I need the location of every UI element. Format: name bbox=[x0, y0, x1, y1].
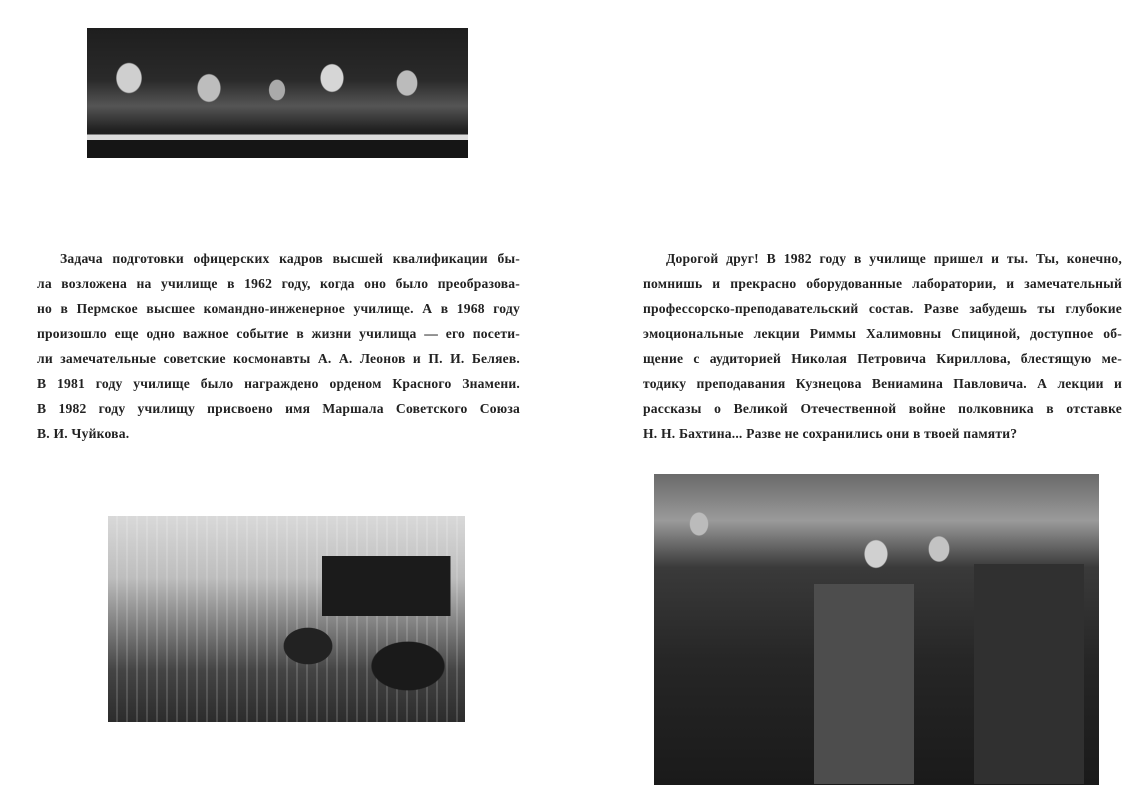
text-line: В 1982 году училищу присвоено имя Маршала Советского Союза bbox=[37, 401, 520, 416]
text-line: тодику преподавания Кузнецова Вениамина Павловича. А лекции и bbox=[643, 376, 1122, 391]
photo-presidium bbox=[87, 28, 468, 158]
right-paragraph bbox=[643, 246, 1122, 446]
text-line: ла возложена на училище в 1962 году, когда оно было преобразова- bbox=[37, 276, 520, 291]
text-line: щение с аудиторией Николая Петровича Кириллова, блестящую ме- bbox=[643, 351, 1122, 366]
text-line: В 1981 году училище было награждено орденом Красного Знамени. bbox=[37, 376, 520, 391]
text-line: Дорогой друг! В 1982 году в училище пришел и ты. Ты, конечно, bbox=[666, 251, 1122, 266]
text-line: профессорско-преподавательский состав. Разве забудешь ты глубокие bbox=[643, 301, 1122, 316]
photo-cosmonaut-arrival bbox=[654, 474, 1099, 785]
text-line: произошло еще одно важное событие в жизни училища — его посети- bbox=[37, 326, 520, 341]
text-line: Задача подготовки офицерских кадров высшей квалификации бы- bbox=[60, 251, 520, 266]
text-line: но в Пермское высшее командно-инженерное училище. А в 1968 году bbox=[37, 301, 520, 316]
text-line: ли замечательные советские космонавты А. А. Леонов и П. И. Беляев. bbox=[37, 351, 520, 366]
text-line: Н. Н. Бахтина... Разве не сохранились они в твоей памяти? bbox=[643, 426, 1018, 441]
left-paragraph bbox=[37, 246, 520, 446]
text-line: В. И. Чуйкова. bbox=[37, 426, 130, 441]
photo-classroom bbox=[108, 516, 465, 722]
text-line: помнишь и прекрасно оборудованные лаборатории, и замечательный bbox=[643, 276, 1122, 291]
text-line: рассказы о Великой Отечественной войне полковника в отставке bbox=[643, 401, 1122, 416]
text-line: эмоциональные лекции Риммы Халимовны Спициной, доступное об- bbox=[643, 326, 1122, 341]
